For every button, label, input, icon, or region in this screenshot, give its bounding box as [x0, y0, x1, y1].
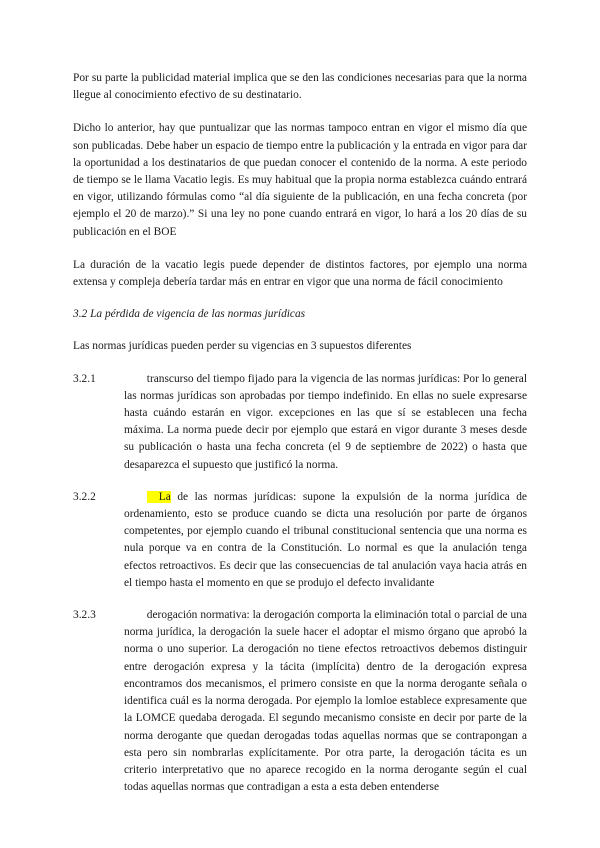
item-number: 3.2.2	[73, 490, 96, 503]
list-item-3-2-3	[73, 607, 527, 796]
item-text	[124, 607, 527, 796]
list-item-3-2-2	[73, 489, 527, 592]
section-intro: Las normas jurídicas pueden perder su vigencias en 3 supuestos diferentes	[73, 340, 412, 353]
item-number: 3.2.3	[73, 609, 96, 622]
paragraph-publicidad-material: Por su parte la publicidad material implica que se den las condiciones necesarias para que la norma llegue al conocimiento efectivo de su destinatario.	[73, 72, 527, 102]
highlighted-word: La	[147, 491, 171, 503]
item-text-body: de las normas jurídicas: supone la expulsión de la norma jurídica de ordenamiento, esto se produce cuando se dicta una resolución por parte de órganos competentes, por ejemplo cuando el tribunal constitucional sentencia que una norma es nula porque va en contra de la Constitución. Lo normal es que la anulación tenga efectos retroactivos. Es decir que las consecuencias de tal anulación vaya hacia atrás en el tiempo hasta el momento en que se produjo el defecto invalidante	[124, 490, 527, 589]
item-text	[124, 489, 527, 592]
paragraph-vacatio-legis: Dicho lo anterior, hay que puntualizar que las normas tampoco entran en vigor el mismo día que son publicadas. Debe haber un espacio de tiempo entre la publicación y la entrada en vigor para dar la oportunidad a los destinatarios de que puedan conocer el contenido de la norma. A este periodo de tiempo se le llama Vacatio legis. Es muy habitual que la propia norma establezca cuándo entrará en vigor, utilizando fórmulas como “al día siguiente de la publicación, en una fecha concreta (por ejemplo el 20 de marzo).” Si una ley no pone cuando entrará en vigor, lo hará a los 20 días de su publicación en el BOE	[73, 122, 527, 238]
item-text	[124, 371, 527, 474]
section-heading: 3.2 La pérdida de vigencia de las normas jurídicas	[73, 308, 306, 321]
list-item-3-2-1	[73, 371, 527, 474]
paragraph-duracion-vacatio: La duración de la vacatio legis puede depender de distintos factores, por ejemplo una norma extensa y compleja debería tardar más en entrar en vigor que una norma de fácil conocimiento	[73, 258, 527, 289]
item-text-body: derogación normativa: la derogación comporta la eliminación total o parcial de una norma jurídica, la derogación la suele hacer el adoptar el mismo órgano que aprobó la norma o uno superior. La derogación no tiene efectos retroactivos debemos distinguir entre derogación expresa y la tácita (implícita) dentro de la derogación expresa encontramos dos mecanismos, el primero consiste en que la norma derogante señala o identifica cuál es la norma derogada. Por ejemplo la lomloe establece expresamente que la LOMCE quedaba derogada. El segundo mecanismo consiste en decir por parte de la norma derogante que quedan derogadas todas aquellas normas que se contrapongan a esta pero sin nombrarlas explícitamente. Por otra parte, la derogación tácita es un criterio interpretativo que no aparece recogido en la norma derogante según el cual todas aquellas normas que contradigan a esta a esta deben entenderse	[124, 609, 527, 794]
item-text-body: transcurso del tiempo fijado para la vigencia de las normas jurídicas: Por lo general las normas jurídicas son aprobadas por tiempo indefinido. En ellas no suele expresarse hasta cuándo estarán en vigor. excepciones en las que sí se establecen una fecha máxima. La norma puede decir por ejemplo que estará en vigor durante 3 meses desde su publicación o hasta una fecha concreta (el 9 de septiembre de 2022) o hasta que desaparezca el supuesto que justificó la norma.	[124, 372, 527, 471]
item-number: 3.2.1	[73, 372, 96, 385]
